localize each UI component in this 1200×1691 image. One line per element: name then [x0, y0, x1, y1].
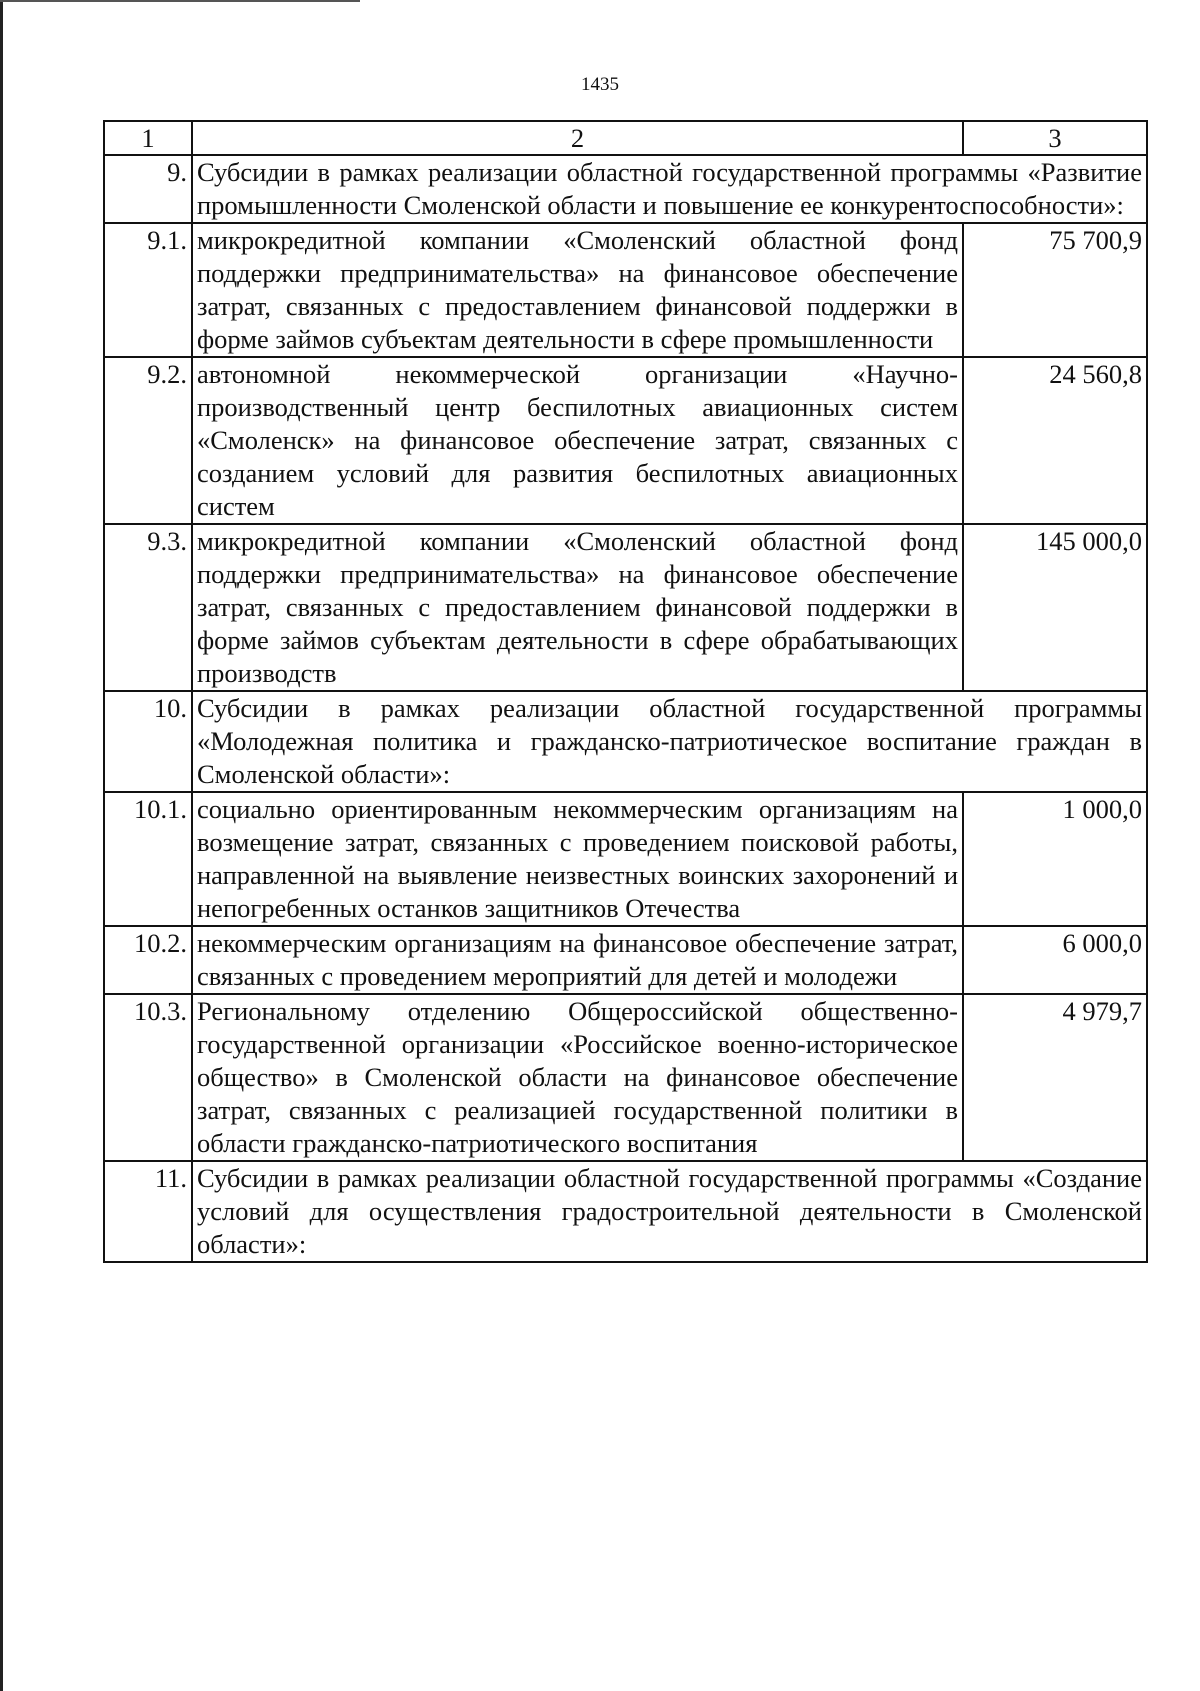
- row-description: Субсидии в рамках реализации областной государственной программы «Развитие промышленности Смоленской области и повышение ее конкурентоспособности»:: [192, 155, 1147, 223]
- row-description: микрокредитной компании «Смоленский областной фонд поддержки предпринимательства» на финансовое обеспечение затрат, связанных с предоставлением финансовой поддержки в форме займов субъектам деятельности в сфере промышленности: [192, 223, 963, 357]
- row-amount: 4 979,7: [963, 994, 1147, 1161]
- budget-table: [103, 120, 1148, 1263]
- table-row: [104, 223, 1147, 357]
- row-amount: 75 700,9: [963, 223, 1147, 357]
- table-row-section: [104, 155, 1147, 223]
- table-row: [104, 357, 1147, 524]
- table-header-row: [104, 121, 1147, 155]
- row-description: социально ориентированным некоммерческим организациям на возмещение затрат, связанных с проведением поисковой работы, направленной на выявление неизвестных воинских захоронений и непогребенных останков защитников Отечества: [192, 792, 963, 926]
- table-row-section: [104, 691, 1147, 792]
- row-number: 10.1.: [104, 792, 192, 926]
- row-number: 9.2.: [104, 357, 192, 524]
- scan-edge-top: [0, 0, 360, 2]
- row-description: некоммерческим организациям на финансовое обеспечение затрат, связанных с проведением мероприятий для детей и молодежи: [192, 926, 963, 994]
- header-cell-number: 1: [104, 121, 192, 155]
- table-row: [104, 994, 1147, 1161]
- table-row: [104, 792, 1147, 926]
- table-row: [104, 524, 1147, 691]
- row-number: 9.1.: [104, 223, 192, 357]
- row-number: 10.2.: [104, 926, 192, 994]
- row-number: 11.: [104, 1161, 192, 1262]
- row-amount: 145 000,0: [963, 524, 1147, 691]
- row-amount: 24 560,8: [963, 357, 1147, 524]
- header-cell-amount: 3: [963, 121, 1147, 155]
- row-amount: 1 000,0: [963, 792, 1147, 926]
- row-description: микрокредитной компании «Смоленский областной фонд поддержки предпринимательства» на финансовое обеспечение затрат, связанных с предоставлением финансовой поддержки в форме займов субъектам деятельности в сфере обрабатывающих производств: [192, 524, 963, 691]
- row-number: 10.3.: [104, 994, 192, 1161]
- row-number: 10.: [104, 691, 192, 792]
- page-number: 1435: [581, 74, 619, 95]
- scan-edge: [0, 0, 3, 1691]
- row-description: автономной некоммерческой организации «Научно-производственный центр беспилотных авиационных систем «Смоленск» на финансовое обеспечение затрат, связанных с созданием условий для развития беспилотных авиационных систем: [192, 357, 963, 524]
- row-number: 9.3.: [104, 524, 192, 691]
- row-number: 9.: [104, 155, 192, 223]
- table-row-section: [104, 1161, 1147, 1262]
- header-cell-description: 2: [192, 121, 963, 155]
- row-description: Региональному отделению Общероссийской общественно-государственной организации «Российское военно-историческое общество» в Смоленской области на финансовое обеспечение затрат, связанных с реализацией государственной политики в области гражданско-патриотического воспитания: [192, 994, 963, 1161]
- row-amount: 6 000,0: [963, 926, 1147, 994]
- row-description: Субсидии в рамках реализации областной государственной программы «Создание условий для осуществления градостроительной деятельности в Смоленской области»:: [192, 1161, 1147, 1262]
- table-row: [104, 926, 1147, 994]
- row-description: Субсидии в рамках реализации областной государственной программы «Молодежная политика и гражданско-патриотическое воспитание граждан в Смоленской области»:: [192, 691, 1147, 792]
